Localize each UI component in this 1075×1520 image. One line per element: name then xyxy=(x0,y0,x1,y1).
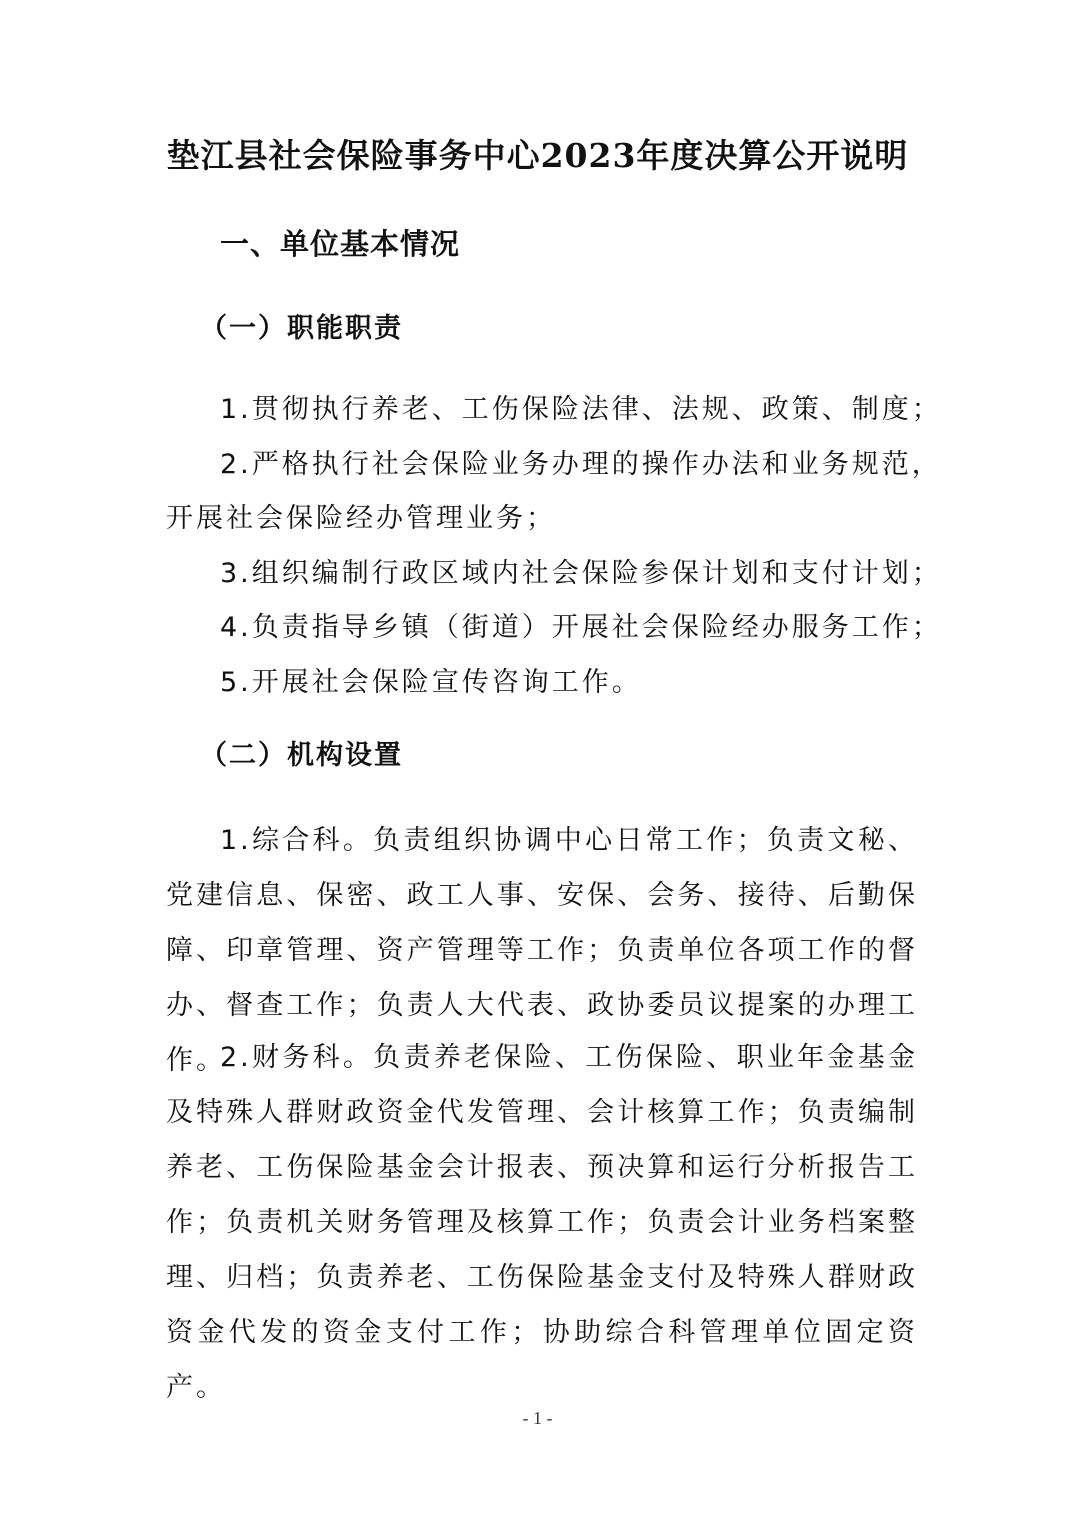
duty-item-3: 3.组织编制行政区域内社会保险参保计划和支付计划； xyxy=(220,558,942,589)
duty-item-4: 4.负责指导乡镇（街道）开展社会保险经办服务工作； xyxy=(220,612,942,643)
duty-item-2-continued: 开展社会保险经办管理业务； xyxy=(166,503,556,534)
duty-item-5: 5.开展社会保险宣传咨询工作。 xyxy=(220,667,642,698)
section-heading-basic-info: 一、单位基本情况 xyxy=(220,227,461,261)
page-number: - 1 - xyxy=(522,1408,553,1428)
duty-item-2: 2.严格执行社会保险业务办理的操作办法和业务规范， xyxy=(220,449,942,480)
document-title: 垫江县社会保险事务中心2023年度决算公开说明 xyxy=(166,136,909,175)
subsection-heading-duties: （一）职能职责 xyxy=(200,313,403,344)
subsection-heading-organization: （二）机构设置 xyxy=(200,740,403,771)
org-paragraph-finance-office: 2.财务科。负责养老保险、工伤保险、职业年金基金及特殊人群财政资金代发管理、会计核算工作；负责编制养老、工伤保险基金会计报表、预决算和运行分析报告工作；负责机关财务管理及核算工作；负责会计业务档案整理、归档；负责养老、工伤保险基金支付及特殊人群财政资金代发的资金支付工作；协助综合科管理单位固定资产。 xyxy=(166,1042,918,1403)
org-paragraph-general-office: 1.综合科。负责组织协调中心日常工作；负责文秘、党建信息、保密、政工人事、安保、会务、接待、后勤保障、印章管理、资产管理等工作；负责单位各项工作的督办、督查工作；负责人大代表、政协委员议提案的办理工作。 xyxy=(166,825,918,1076)
duty-item-1: 1.贯彻执行养老、工伤保险法律、法规、政策、制度； xyxy=(220,394,942,425)
